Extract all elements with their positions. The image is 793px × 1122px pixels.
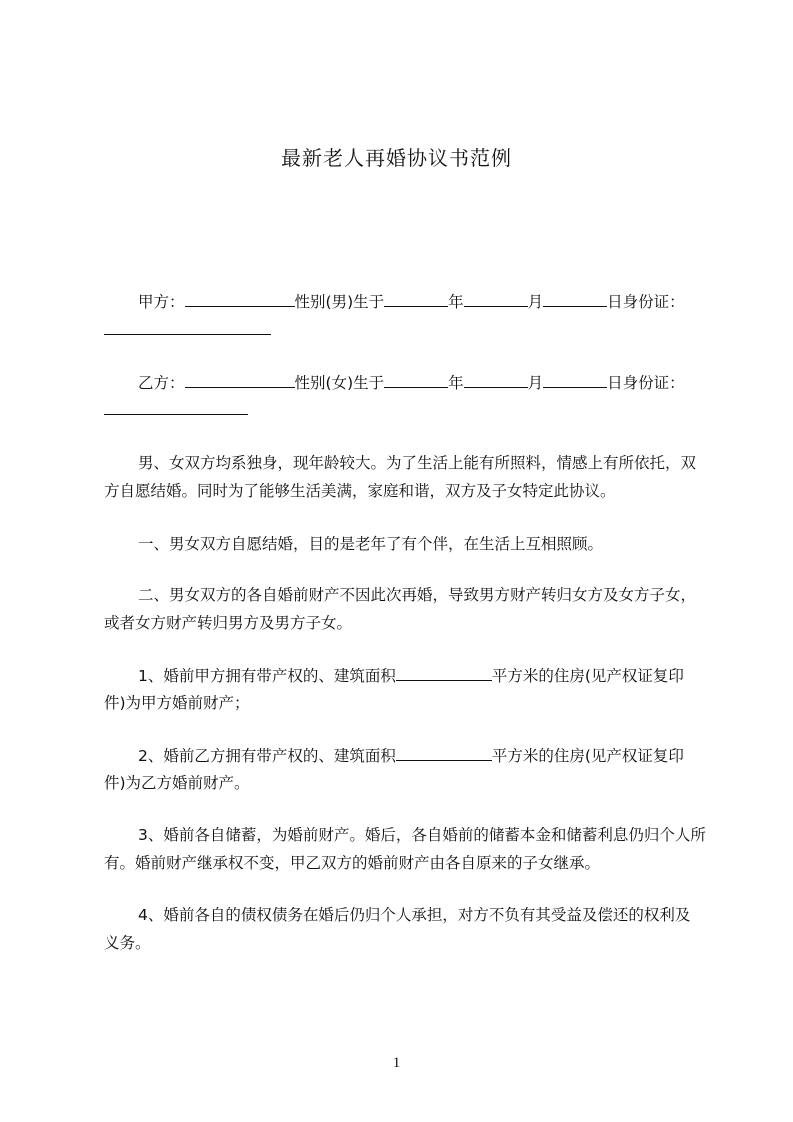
item-2-line-1 [104, 744, 738, 767]
party-a-month: 月 [527, 293, 544, 311]
party-a-year-blank[interactable] [384, 290, 448, 307]
party-b-id-line [104, 398, 704, 421]
party-b-month-blank[interactable] [464, 371, 528, 388]
item-1-post: 平方米的住房(见产权证复印 [491, 667, 684, 685]
party-a-line [104, 290, 738, 313]
party-a-id-blank[interactable] [104, 318, 271, 335]
party-a-name-blank[interactable] [185, 290, 295, 307]
intro-line-1: 男、女双方均系独身，现年龄较大。为了生活上能有所照料，情感上有所依托，双 [138, 454, 697, 472]
item-1-pre: 1、婚前甲方拥有带产权的、建筑面积 [138, 667, 396, 685]
document-title: 最新老人再婚协议书范例 [281, 146, 512, 170]
party-a-gender: 性别(男)生于 [294, 293, 385, 311]
clause-2-line-1: 二、男女双方的各自婚前财产不因此次再婚，导致男方财产转归女方及女方子女， [138, 586, 697, 604]
clause-2-line-2: 或者女方财产转归男方及男方子女。 [104, 614, 353, 632]
page-number: 1 [392, 1055, 401, 1071]
item-2-post: 平方米的住房(见产权证复印 [491, 747, 684, 765]
party-a-id-line [104, 318, 704, 341]
clause-1: 一、男女双方自愿结婚，目的是老年了有个伴，在生活上互相照顾。 [138, 535, 604, 553]
party-b-day-id: 日身份证： [607, 374, 685, 392]
party-a-day-blank[interactable] [543, 290, 607, 307]
party-b-id-blank[interactable] [104, 398, 248, 415]
party-b-name-blank[interactable] [185, 371, 295, 388]
party-b-month: 月 [527, 374, 544, 392]
item-1-line-1 [104, 664, 738, 687]
intro-line-2: 方自愿结婚。同时为了能够生活美满，家庭和谐，双方及子女特定此协议。 [104, 482, 616, 500]
party-b-label: 乙方： [138, 374, 185, 392]
item-1-line-2: 件)为甲方婚前财产； [104, 694, 250, 712]
party-b-year-blank[interactable] [384, 371, 448, 388]
item-3-line-1: 3、婚前各自储蓄，为婚前财产。婚后，各自婚前的储蓄本金和储蓄利息仍归个人所 [138, 826, 706, 844]
item-1-area-blank[interactable] [396, 664, 492, 681]
party-a-label: 甲方： [138, 293, 185, 311]
item-3-line-2: 有。婚前财产继承权不变，甲乙双方的婚前财产由各自原来的子女继承。 [104, 854, 601, 872]
party-b-line [104, 371, 738, 394]
party-a-day-id: 日身份证： [607, 293, 685, 311]
party-b-day-blank[interactable] [543, 371, 607, 388]
party-a-month-blank[interactable] [464, 290, 528, 307]
item-4-line-1: 4、婚前各自的债权债务在婚后仍归个人承担，对方不负有其受益及偿还的权利及 [138, 906, 691, 924]
item-2-line-2: 件)为乙方婚前财产。 [104, 774, 250, 792]
party-b-year: 年 [448, 374, 464, 392]
party-a-year: 年 [448, 293, 464, 311]
item-2-pre: 2、婚前乙方拥有带产权的、建筑面积 [138, 747, 396, 765]
party-b-gender: 性别(女)生于 [294, 374, 385, 392]
item-2-area-blank[interactable] [396, 744, 492, 761]
item-4-line-2: 义务。 [104, 934, 151, 952]
